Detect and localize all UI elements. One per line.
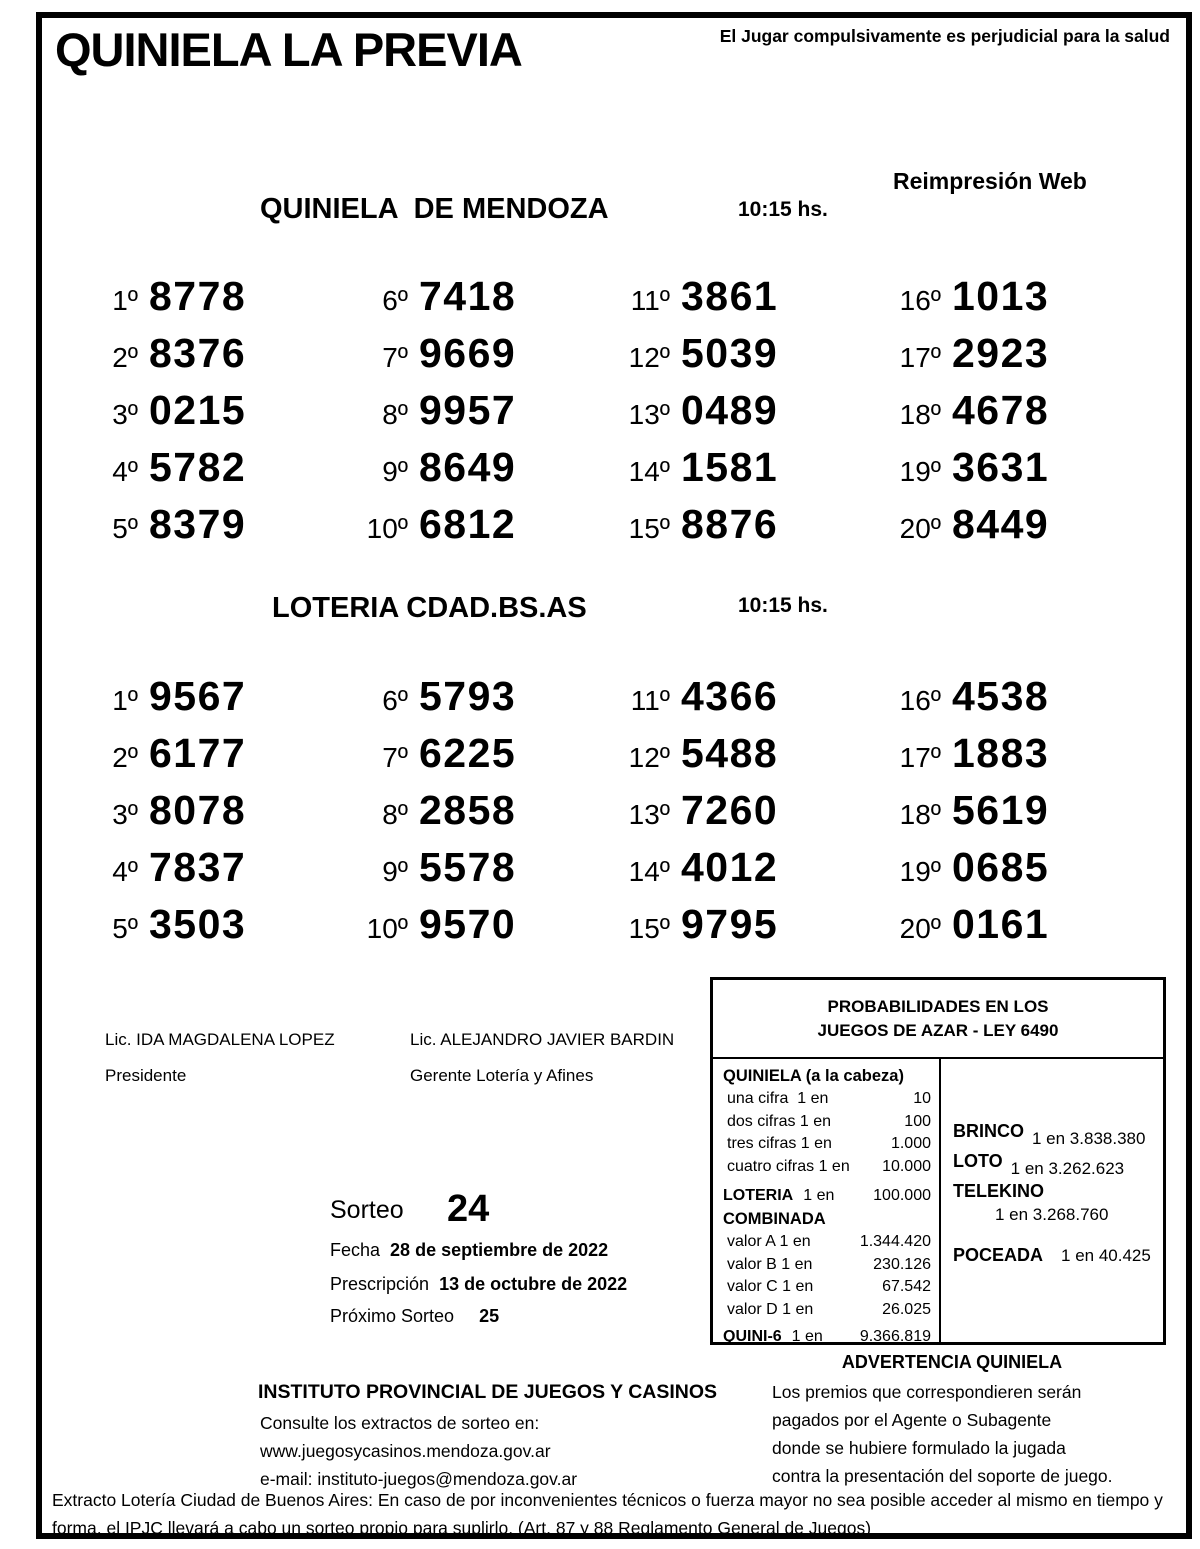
quini6-odds-value: 9.366.819 (859, 1328, 931, 1345)
result-cell (891, 673, 1068, 720)
draw-position: 18º (899, 799, 941, 830)
result-cell (620, 901, 891, 948)
draw-position: 18º (899, 399, 941, 430)
draw-number: 8449 (952, 501, 1050, 547)
draw-position: 10º (366, 913, 408, 944)
result-cell (891, 330, 1068, 377)
draw-position: 14º (628, 856, 670, 887)
result-cell (88, 501, 358, 548)
draw-number: 5039 (681, 330, 779, 376)
probability-value: 1.344.420 (859, 1233, 931, 1250)
advertencia-line: contra la presentación del soporte de juego. (772, 1466, 1113, 1486)
draw-position: 19º (899, 456, 941, 487)
loteria-odds-value: 100.000 (873, 1187, 931, 1204)
draw-position: 9º (382, 856, 408, 887)
official-name-president: Lic. IDA MAGDALENA LOPEZ (105, 1030, 335, 1049)
draw-position: 15º (628, 513, 670, 544)
combinada-header: COMBINADA (723, 1210, 826, 1228)
draw-number: 4678 (952, 387, 1050, 433)
game-odds-telekino (953, 1181, 1155, 1225)
quini6-label: QUINI-6 (723, 1328, 782, 1345)
draw-number: 7837 (149, 844, 247, 890)
draw-position: 12º (628, 742, 670, 773)
section-time-bsas: 10:15 hs. (738, 594, 828, 617)
probability-label: una cifra 1 en (727, 1090, 829, 1107)
draw-number: 2858 (419, 787, 517, 833)
draw-position: 8º (382, 399, 408, 430)
probabilities-title (713, 980, 1163, 1059)
official-role-president: Presidente (105, 1066, 187, 1085)
draw-position: 17º (899, 742, 941, 773)
result-cell (358, 273, 620, 320)
result-cell (620, 273, 891, 320)
probability-row (723, 1111, 931, 1134)
probability-value: 26.025 (882, 1300, 931, 1318)
draw-number: 9795 (681, 901, 779, 947)
game-odds: 1 en 3.262.623 (1010, 1159, 1125, 1178)
draw-number: 3861 (681, 273, 779, 319)
draw-number: 8379 (149, 501, 247, 547)
loteria-odds-prefix: 1 en (803, 1187, 835, 1204)
draw-position: 19º (899, 856, 941, 887)
result-cell (358, 730, 620, 777)
probability-value: 230.126 (873, 1255, 931, 1273)
draw-number: 0215 (149, 387, 247, 433)
result-cell (620, 787, 891, 834)
fecha-label: Fecha (330, 1240, 381, 1260)
draw-position: 13º (628, 799, 670, 830)
result-cell (88, 387, 358, 434)
probability-value: 67.542 (882, 1278, 931, 1295)
section-title-bsas: LOTERIA CDAD.BS.AS (272, 592, 587, 624)
draw-position: 1º (112, 685, 138, 716)
draw-number: 5782 (149, 444, 247, 490)
result-cell (620, 673, 891, 720)
probability-row (723, 1299, 931, 1322)
draw-number: 8078 (149, 787, 247, 833)
draw-position: 12º (628, 342, 670, 373)
game-name: POCEADA (953, 1245, 1044, 1265)
draw-number: 9567 (149, 673, 247, 719)
draw-number: 3503 (149, 901, 247, 947)
draw-position: 16º (899, 685, 941, 716)
draw-position: 11º (630, 285, 670, 316)
draw-position: 20º (899, 913, 941, 944)
draw-number: 6225 (419, 730, 517, 776)
result-cell (358, 673, 620, 720)
institute-name: INSTITUTO PROVINCIAL DE JUEGOS Y CASINOS (258, 1381, 718, 1403)
probability-label: valor C 1 en (727, 1278, 814, 1295)
result-cell (88, 330, 358, 377)
results-grid-mendoza (88, 268, 1068, 553)
result-cell (891, 787, 1068, 834)
game-odds-brinco (953, 1121, 1155, 1148)
draw-number: 4366 (681, 673, 779, 719)
probability-label: valor A 1 en (727, 1233, 811, 1250)
draw-position: 2º (112, 342, 138, 373)
draw-number: 3631 (952, 444, 1050, 490)
institute-website: www.juegosycasinos.mendoza.gov.ar (260, 1441, 551, 1461)
institute-email: e-mail: instituto-juegos@mendoza.gov.ar (260, 1469, 578, 1489)
draw-number: 4538 (952, 673, 1050, 719)
quini6-odds-prefix: 1 en (791, 1328, 823, 1345)
draw-position: 14º (628, 456, 670, 487)
result-cell (891, 444, 1068, 491)
draw-position: 3º (112, 399, 138, 430)
section-time-mendoza: 10:15 hs. (738, 198, 828, 221)
probabilities-right-column (941, 1059, 1163, 1345)
probability-label: cuatro cifras 1 en (727, 1157, 850, 1175)
proximo-sorteo-label: Próximo Sorteo (330, 1306, 455, 1326)
draw-position: 1º (112, 285, 138, 316)
result-cell (620, 501, 891, 548)
draw-number: 8876 (681, 501, 779, 547)
draw-number: 8778 (149, 273, 247, 319)
game-odds-loto (953, 1151, 1155, 1178)
result-cell (891, 730, 1068, 777)
prescripcion-value: 13 de octubre de 2022 (439, 1274, 628, 1294)
sorteo-label: Sorteo (330, 1196, 404, 1224)
game-name: TELEKINO (953, 1181, 1045, 1201)
result-cell (88, 901, 358, 948)
official-name-manager: Lic. ALEJANDRO JAVIER BARDIN (410, 1030, 675, 1049)
result-cell (358, 787, 620, 834)
result-cell (88, 444, 358, 491)
advertencia-line: Los premios que correspondieren serán (772, 1382, 1082, 1402)
prescripcion-label: Prescripción (330, 1274, 430, 1294)
draw-number: 1883 (952, 730, 1050, 776)
draw-number: 5619 (952, 787, 1050, 833)
draw-number: 5793 (419, 673, 517, 719)
draw-position: 4º (112, 856, 138, 887)
draw-position: 16º (899, 285, 941, 316)
draw-number: 0489 (681, 387, 779, 433)
result-cell (88, 787, 358, 834)
result-cell (891, 844, 1068, 891)
quiniela-header: QUINIELA (a la cabeza) (723, 1067, 904, 1085)
draw-position: 8º (382, 799, 408, 830)
game-odds-poceada (953, 1245, 1155, 1266)
probability-row (723, 1231, 931, 1254)
probability-label: valor D 1 en (727, 1300, 814, 1318)
health-warning: El Jugar compulsivamente es perjudicial para la salud (719, 26, 1170, 46)
draw-number: 8376 (149, 330, 247, 376)
probability-row (723, 1254, 931, 1277)
probability-value: 100 (904, 1112, 931, 1130)
draw-number: 6177 (149, 730, 247, 776)
probabilities-title-line2: JUEGOS DE AZAR - LEY 6490 (817, 1021, 1059, 1040)
sorteo-number: 24 (447, 1188, 490, 1230)
result-cell (620, 730, 891, 777)
draw-position: 4º (112, 456, 138, 487)
probability-value: 10.000 (882, 1157, 931, 1175)
probability-label: tres cifras 1 en (727, 1135, 832, 1152)
fecha-row (330, 1240, 608, 1261)
result-cell (358, 844, 620, 891)
draw-number: 0685 (952, 844, 1050, 890)
result-cell (620, 387, 891, 434)
game-odds: 1 en 40.425 (1061, 1246, 1151, 1265)
draw-position: 5º (112, 513, 138, 544)
draw-number: 1013 (952, 273, 1050, 319)
loteria-label: LOTERIA (723, 1187, 794, 1204)
section-title-mendoza: QUINIELA DE MENDOZA (260, 193, 609, 225)
draw-position: 5º (112, 913, 138, 944)
draw-number: 5578 (419, 844, 517, 890)
draw-position: 2º (112, 742, 138, 773)
result-cell (891, 901, 1068, 948)
draw-number: 8649 (419, 444, 517, 490)
result-cell (358, 501, 620, 548)
reprint-label: Reimpresión Web (893, 168, 1087, 194)
draw-number: 5488 (681, 730, 779, 776)
result-cell (358, 387, 620, 434)
draw-number: 2923 (952, 330, 1050, 376)
probability-row (723, 1133, 931, 1156)
draw-position: 10º (366, 513, 408, 544)
result-cell (88, 273, 358, 320)
advertencia-line: pagados por el Agente o Subagente (772, 1410, 1052, 1430)
quini6-row (723, 1325, 931, 1349)
draw-number: 7418 (419, 273, 517, 319)
draw-position: 7º (382, 742, 408, 773)
probability-label: dos cifras 1 en (727, 1112, 832, 1130)
probability-label: valor B 1 en (727, 1255, 813, 1273)
official-role-manager: Gerente Lotería y Afines (410, 1066, 594, 1085)
draw-number: 1581 (681, 444, 779, 490)
draw-position: 13º (628, 399, 670, 430)
footer-extract-line2: forma, el IPJC llevará a cabo un sorteo propio para suplirlo. (Art. 87 y 88 Reglamento General de Juegos) (52, 1518, 872, 1538)
draw-number: 4012 (681, 844, 779, 890)
result-cell (358, 444, 620, 491)
result-cell (88, 673, 358, 720)
draw-position: 9º (382, 456, 408, 487)
probability-value: 1.000 (890, 1135, 931, 1152)
proximo-sorteo-value: 25 (479, 1306, 500, 1326)
probability-row (723, 1088, 931, 1111)
advertencia-title: ADVERTENCIA QUINIELA (841, 1352, 1063, 1372)
result-cell (891, 273, 1068, 320)
proximo-sorteo-row (330, 1306, 499, 1327)
loteria-row (723, 1184, 931, 1208)
draw-number: 9957 (419, 387, 517, 433)
probabilities-left-column (713, 1059, 941, 1345)
draw-position: 17º (899, 342, 941, 373)
draw-position: 15º (628, 913, 670, 944)
draw-number: 9570 (419, 901, 517, 947)
probability-row (723, 1156, 931, 1179)
probability-value: 10 (913, 1090, 931, 1107)
advertencia-line: donde se hubiere formulado la jugada (772, 1438, 1066, 1458)
draw-number: 9669 (419, 330, 517, 376)
result-cell (620, 844, 891, 891)
game-name: LOTO (953, 1151, 1003, 1171)
draw-position: 6º (382, 285, 408, 316)
game-odds: 1 en 3.838.380 (1032, 1129, 1146, 1148)
draw-position: 3º (112, 799, 138, 830)
draw-position: 11º (630, 685, 670, 716)
probabilities-box (710, 977, 1166, 1345)
draw-position: 7º (382, 342, 408, 373)
probabilities-title-line1: PROBABILIDADES EN LOS (827, 997, 1049, 1016)
result-cell (88, 730, 358, 777)
result-cell (358, 901, 620, 948)
game-odds: 1 en 3.268.760 (995, 1205, 1109, 1224)
prescripcion-row (330, 1274, 627, 1295)
result-cell (891, 387, 1068, 434)
result-cell (620, 330, 891, 377)
game-name: BRINCO (953, 1121, 1024, 1141)
result-cell (891, 501, 1068, 548)
page-title: QUINIELA LA PREVIA (55, 23, 522, 76)
footer-extract-line1: Extracto Lotería Ciudad de Buenos Aires: En caso de por inconvenientes técnicos o fuerza mayor no sea posible acceder al mismo en tiempo y (52, 1490, 1163, 1510)
result-cell (620, 444, 891, 491)
draw-number: 7260 (681, 787, 779, 833)
draw-position: 6º (382, 685, 408, 716)
result-cell (88, 844, 358, 891)
result-cell (358, 330, 620, 377)
draw-number: 6812 (419, 501, 517, 547)
draw-number: 0161 (952, 901, 1050, 947)
draw-position: 20º (899, 513, 941, 544)
probability-row (723, 1276, 931, 1299)
results-grid-bsas (88, 668, 1068, 953)
institute-consult-line: Consulte los extractos de sorteo en: (260, 1413, 540, 1433)
fecha-value: 28 de septiembre de 2022 (390, 1240, 609, 1260)
